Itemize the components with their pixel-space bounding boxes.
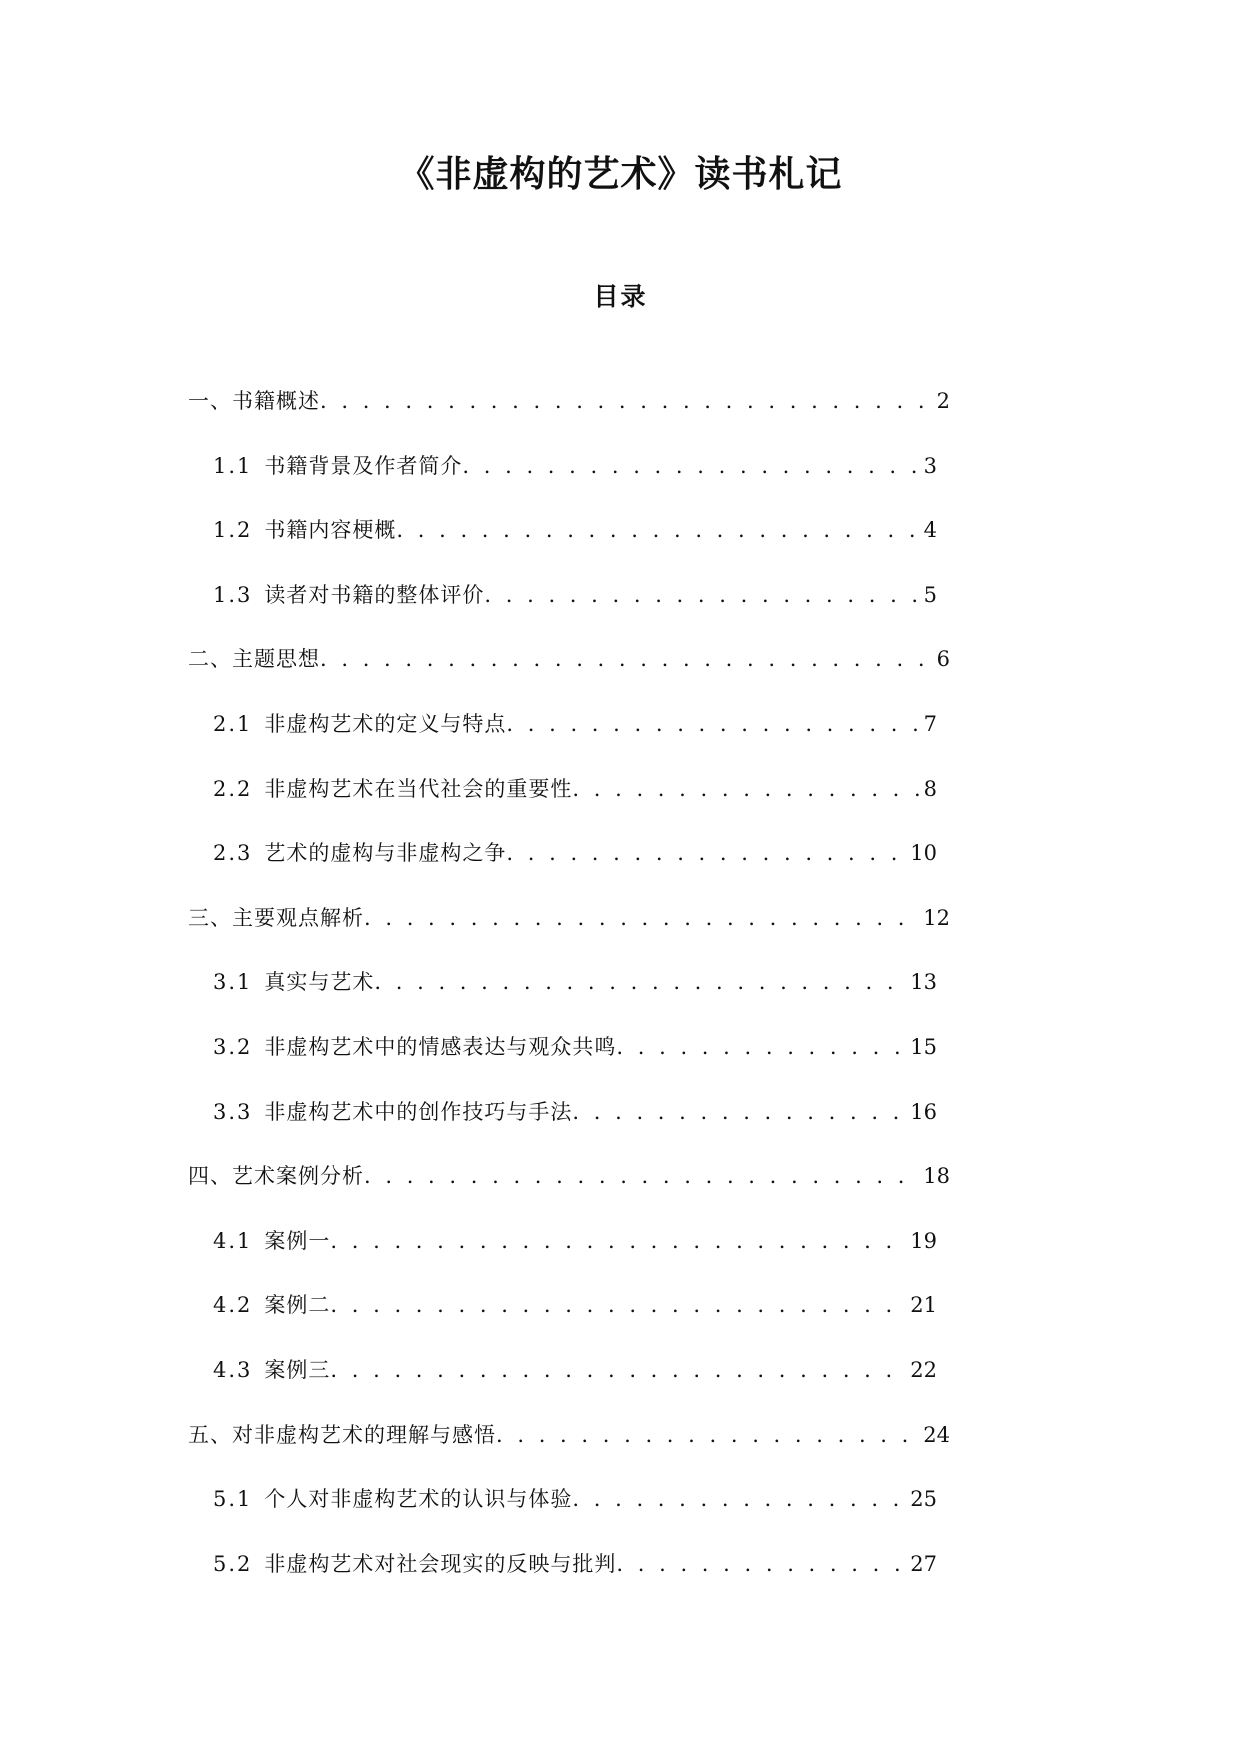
toc-entry-label: 五、对非虚构艺术的理解与感悟 [188,1423,496,1447]
toc-entry-label: 一、书籍概述 [188,389,320,413]
toc-entry-page-number: 5 [923,583,937,607]
toc-entry[interactable] [213,577,937,613]
toc-entry-label: 书籍背景及作者简介 [264,454,463,478]
toc-entry-number: 3.1 [213,970,253,994]
toc-entry-label: 案例一 [264,1229,331,1253]
toc-entry[interactable] [213,706,937,742]
toc-entry-number: 1.1 [213,454,253,478]
toc-entry-number: 1.2 [213,518,253,542]
toc-entry-label: 非虚构艺术中的创作技巧与手法 [264,1100,573,1124]
toc-dot-leader [364,1158,921,1194]
toc-entry[interactable] [213,512,937,548]
toc-entry-page-number: 16 [910,1100,937,1124]
toc-entry-label: 非虚构艺术对社会现实的反映与批判 [264,1552,617,1576]
toc-entry-page-number: 6 [936,647,950,671]
toc-entry-page-number: 3 [923,454,937,478]
toc-entry[interactable] [213,1546,937,1582]
toc-entry-number: 5.1 [213,1487,253,1511]
toc-entry-label: 三、主要观点解析 [188,906,364,930]
toc-entry-page-number: 4 [923,518,937,542]
toc-dot-leader [462,448,921,484]
toc-entry-label: 案例三 [264,1358,331,1382]
toc-entry[interactable] [213,448,937,484]
toc-entry-page-number: 8 [923,777,937,801]
toc-entry-page-number: 2 [936,389,950,413]
toc-dot-leader [320,641,935,677]
toc-entry[interactable] [213,1352,937,1388]
toc-dot-leader [364,900,921,936]
toc-dot-leader [484,577,921,613]
toc-heading: 目录 [593,282,648,311]
toc-dot-leader [330,1352,908,1388]
toc-entry-page-number: 10 [910,841,937,865]
toc-entry-number: 4.3 [213,1358,253,1382]
toc-entry[interactable] [188,1158,950,1194]
toc-entry[interactable] [213,835,937,871]
toc-entry-page-number: 18 [923,1164,950,1188]
toc-entry-label: 书籍内容梗概 [264,518,397,542]
toc-entry[interactable] [188,1417,950,1453]
toc-dot-leader [330,1287,908,1323]
toc-entry[interactable] [188,641,950,677]
toc-entry-number: 5.2 [213,1552,253,1576]
toc-entry-label: 案例二 [264,1293,331,1317]
toc-dot-leader [506,706,921,742]
toc-dot-leader [572,1094,908,1130]
toc-entry-number: 4.1 [213,1229,253,1253]
toc-entry-number: 3.2 [213,1035,253,1059]
toc-entry-page-number: 7 [923,712,937,736]
toc-entry[interactable] [213,964,937,1000]
toc-entry-page-number: 24 [923,1423,950,1447]
toc-dot-leader [396,512,921,548]
toc-entry-label: 非虚构艺术在当代社会的重要性 [264,777,573,801]
toc-dot-leader [320,383,935,419]
toc-entry-number: 2.3 [213,841,253,865]
toc-dot-leader [496,1417,921,1453]
toc-entry[interactable] [213,1223,937,1259]
toc-entry[interactable] [188,900,950,936]
toc-entry[interactable] [213,1029,937,1065]
toc-entry-label: 非虚构艺术的定义与特点 [264,712,507,736]
toc-entry-page-number: 13 [910,970,937,994]
toc-entry-label: 真实与艺术 [264,970,375,994]
toc-entry-page-number: 21 [910,1293,937,1317]
toc-dot-leader [374,964,908,1000]
toc-dot-leader [616,1546,908,1582]
toc-dot-leader [572,1481,908,1517]
toc-dot-leader [572,771,921,807]
toc-entry-label: 非虚构艺术中的情感表达与观众共鸣 [264,1035,617,1059]
toc-entry-number: 1.3 [213,583,253,607]
toc-dot-leader [616,1029,908,1065]
document-title: 《非虚构的艺术》读书札记 [398,154,843,195]
toc-entry-page-number: 15 [910,1035,937,1059]
toc-entry-number: 2.2 [213,777,253,801]
toc-entry[interactable] [188,383,950,419]
toc-entry-page-number: 25 [910,1487,937,1511]
toc-entry[interactable] [213,771,937,807]
toc-entry-page-number: 12 [923,906,950,930]
toc-entry-page-number: 19 [910,1229,937,1253]
toc-entry-label: 个人对非虚构艺术的认识与体验 [264,1487,573,1511]
toc-entry[interactable] [213,1094,937,1130]
toc-entry-label: 艺术的虚构与非虚构之争 [264,841,507,865]
toc-dot-leader [330,1223,908,1259]
toc-entry-label: 四、艺术案例分析 [188,1164,364,1188]
toc-entry-label: 二、主题思想 [188,647,320,671]
toc-entry[interactable] [213,1287,937,1323]
toc-entry-page-number: 27 [910,1552,937,1576]
toc-entry[interactable] [213,1481,937,1517]
toc-entry-label: 读者对书籍的整体评价 [264,583,485,607]
toc-entry-number: 3.3 [213,1100,253,1124]
toc-entry-number: 2.1 [213,712,253,736]
toc-entry-page-number: 22 [910,1358,937,1382]
toc-dot-leader [506,835,908,871]
toc-entry-number: 4.2 [213,1293,253,1317]
